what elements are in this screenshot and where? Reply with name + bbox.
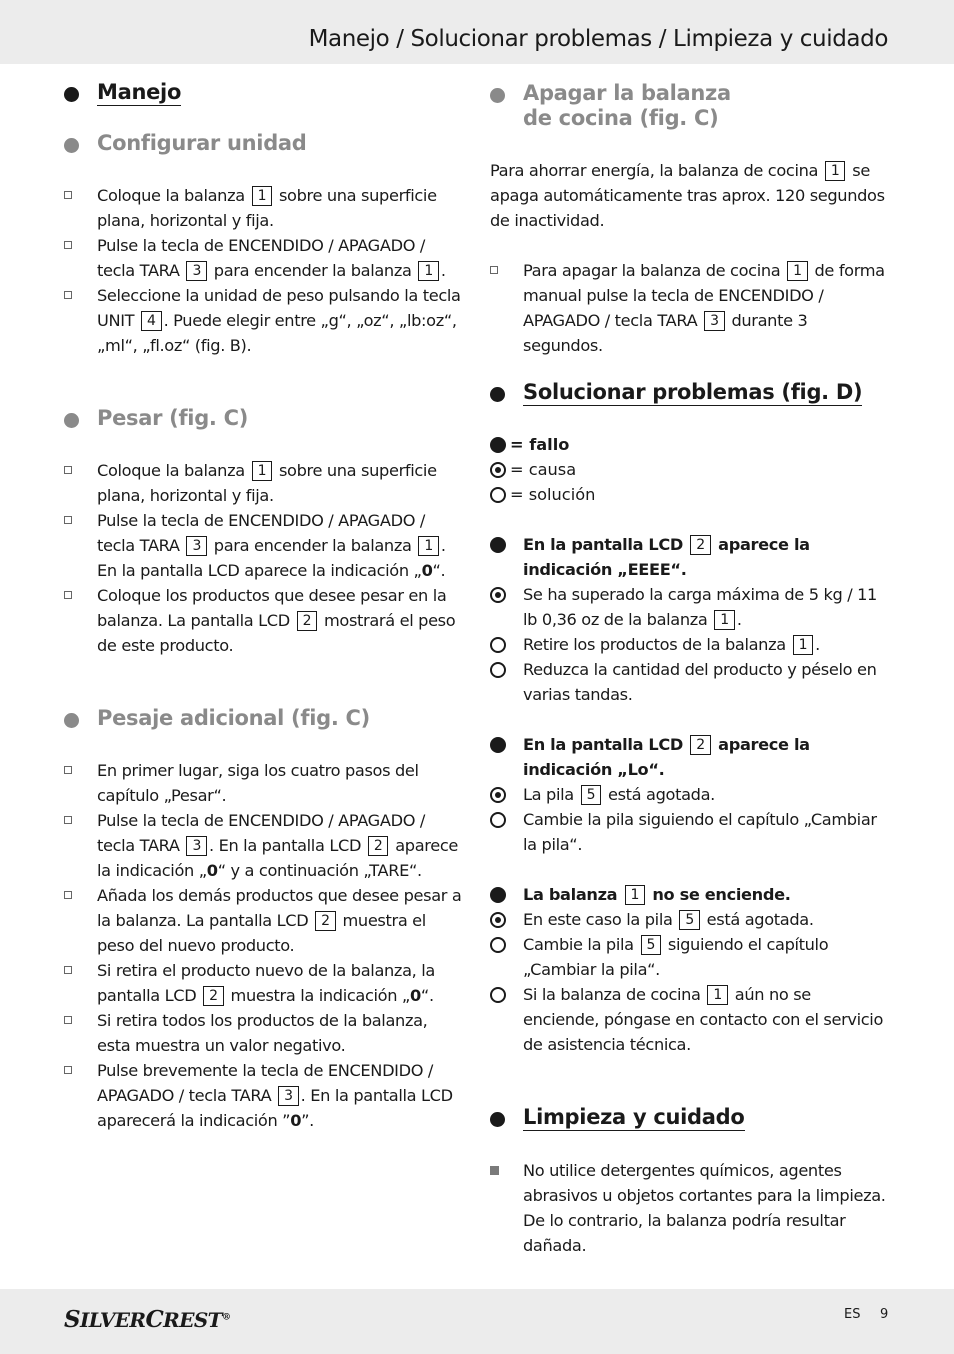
fault-filled-circle-icon xyxy=(490,437,506,453)
heading-bullet-icon xyxy=(490,1112,505,1127)
heading-manejo: Manejo xyxy=(64,80,181,106)
page-number: 9 xyxy=(880,1307,889,1322)
solution-item: Si la balanza de cocina 1 aún no se enciende, póngase en contacto con el servicio de asistencia técnica. xyxy=(490,982,890,1057)
solution-ring-icon xyxy=(490,637,506,653)
list-item: En primer lugar, siga los cuatro pasos del capítulo „Pesar“. xyxy=(64,758,464,808)
fault-filled-circle-icon xyxy=(490,887,506,903)
solution-ring-icon xyxy=(490,662,506,678)
apagar-paragraph: Para ahorrar energía, la balanza de cocina 1 se apaga automáticamente tras aprox. 120 segundos de inactividad. xyxy=(490,161,885,230)
cause-item: La pila 5 está agotada. xyxy=(490,782,890,807)
list-item: Si retira el producto nuevo de la balanza, la pantalla LCD 2 muestra la indicación „0“. xyxy=(64,958,464,1008)
list-item: Coloque la balanza 1 sobre una superficie plana, horizontal y fija. xyxy=(64,183,464,233)
fault-item: La balanza 1 no se enciende. xyxy=(490,882,890,907)
checkbox-marker-icon xyxy=(64,516,72,524)
list-item: Si retira todos los productos de la balanza, esta muestra un valor negativo. xyxy=(64,1008,464,1058)
heading-bullet-icon xyxy=(64,138,79,153)
heading-apagar-balanza: Apagar la balanza de cocina (fig. C) xyxy=(490,81,731,131)
heading-bullet-icon xyxy=(490,88,505,103)
cause-dot-circle-icon xyxy=(490,587,506,603)
list-item: No utilice detergentes químicos, agentes abrasivos u objetos cortantes para la limpieza. De lo contrario, la balanza podría resultar dañada. xyxy=(490,1158,890,1258)
checkbox-marker-icon xyxy=(490,266,498,274)
heading-bullet-icon xyxy=(64,87,79,102)
heading-pesar: Pesar (fig. C) xyxy=(64,406,248,431)
list-item: Pulse la tecla de ENCENDIDO / APAGADO / tecla TARA 3 para encender la balanza 1 . xyxy=(64,233,464,283)
checkbox-marker-icon xyxy=(64,191,72,199)
fault-filled-circle-icon xyxy=(490,537,506,553)
heading-bullet-icon xyxy=(490,387,505,402)
page-title: Manejo / Solucionar problemas / Limpieza y cuidado xyxy=(308,26,888,52)
solution-item: Reduzca la cantidad del producto y péselo en varias tandas. xyxy=(490,657,890,707)
checkbox-marker-icon xyxy=(64,291,72,299)
list-item: Añada los demás productos que desee pesar a la balanza. La pantalla LCD 2 muestra el peso del nuevo producto. xyxy=(64,883,464,958)
checkbox-marker-icon xyxy=(64,966,72,974)
solution-ring-icon xyxy=(490,487,506,503)
heading-configurar-unidad: Configurar unidad xyxy=(64,131,307,156)
legend-fallo: = fallo xyxy=(490,432,569,457)
solution-ring-icon xyxy=(490,812,506,828)
solution-ring-icon xyxy=(490,937,506,953)
heading-bullet-icon xyxy=(64,413,79,428)
fault-item: En la pantalla LCD 2 aparece la indicación „EEEE“. xyxy=(490,532,890,582)
list-item: Seleccione la unidad de peso pulsando la tecla UNIT 4 . Puede elegir entre „g“, „oz“, „lb:oz“, „ml“, „fl.oz“ (fig. B). xyxy=(64,283,464,358)
cause-item: En este caso la pila 5 está agotada. xyxy=(490,907,890,932)
cause-dot-circle-icon xyxy=(490,787,506,803)
heading-pesaje-adicional: Pesaje adicional (fig. C) xyxy=(64,706,370,731)
checkbox-marker-icon xyxy=(64,1016,72,1024)
solution-item: Retire los productos de la balanza 1 . xyxy=(490,632,890,657)
brand-logo: SILVERCREST® xyxy=(64,1306,231,1333)
checkbox-marker-icon xyxy=(64,766,72,774)
checkbox-marker-icon xyxy=(64,1066,72,1074)
legend-causa: = causa xyxy=(490,457,576,482)
legend-solucion: = solución xyxy=(490,482,595,507)
checkbox-marker-icon xyxy=(64,891,72,899)
checkbox-marker-icon xyxy=(64,591,72,599)
list-item: Pulse brevemente la tecla de ENCENDIDO / APAGADO / tecla TARA 3 . En la pantalla LCD aparecerá la indicación ”0”. xyxy=(64,1058,464,1133)
list-item: Para apagar la balanza de cocina 1 de forma manual pulse la tecla de ENCENDIDO / APAGADO / tecla TARA 3 durante 3 segundos. xyxy=(490,258,890,358)
cause-dot-circle-icon xyxy=(490,912,506,928)
checkbox-marker-icon xyxy=(64,466,72,474)
list-item: Pulse la tecla de ENCENDIDO / APAGADO / tecla TARA 3 para encender la balanza 1 . En la pantalla LCD aparece la indicación „0“. xyxy=(64,508,464,583)
fault-filled-circle-icon xyxy=(490,737,506,753)
solution-ring-icon xyxy=(490,987,506,1003)
heading-solucionar-problemas: Solucionar problemas (fig. D) xyxy=(490,380,862,406)
list-item: Coloque los productos que desee pesar en la balanza. La pantalla LCD 2 mostrará el peso de este producto. xyxy=(64,583,464,658)
checkbox-marker-icon xyxy=(64,241,72,249)
solution-item: Cambie la pila siguiendo el capítulo „Cambiar la pila“. xyxy=(490,807,890,857)
fault-item: En la pantalla LCD 2 aparece la indicación „Lo“. xyxy=(490,732,890,782)
cause-item: Se ha superado la carga máxima de 5 kg / 11 lb 0,36 oz de la balanza 1 . xyxy=(490,582,890,632)
list-item: Coloque la balanza 1 sobre una superficie plana, horizontal y fija. xyxy=(64,458,464,508)
heading-limpieza-cuidado: Limpieza y cuidado xyxy=(490,1105,745,1131)
footer-language: ES xyxy=(844,1307,861,1322)
checkbox-marker-icon xyxy=(64,816,72,824)
heading-bullet-icon xyxy=(64,713,79,728)
cause-dot-circle-icon xyxy=(490,462,506,478)
square-bullet-icon xyxy=(490,1166,499,1175)
solution-item: Cambie la pila 5 siguiendo el capítulo „Cambiar la pila“. xyxy=(490,932,890,982)
list-item: Pulse la tecla de ENCENDIDO / APAGADO / tecla TARA 3 . En la pantalla LCD 2 aparece la indicación „0“ y a continuación „TARE“. xyxy=(64,808,464,883)
